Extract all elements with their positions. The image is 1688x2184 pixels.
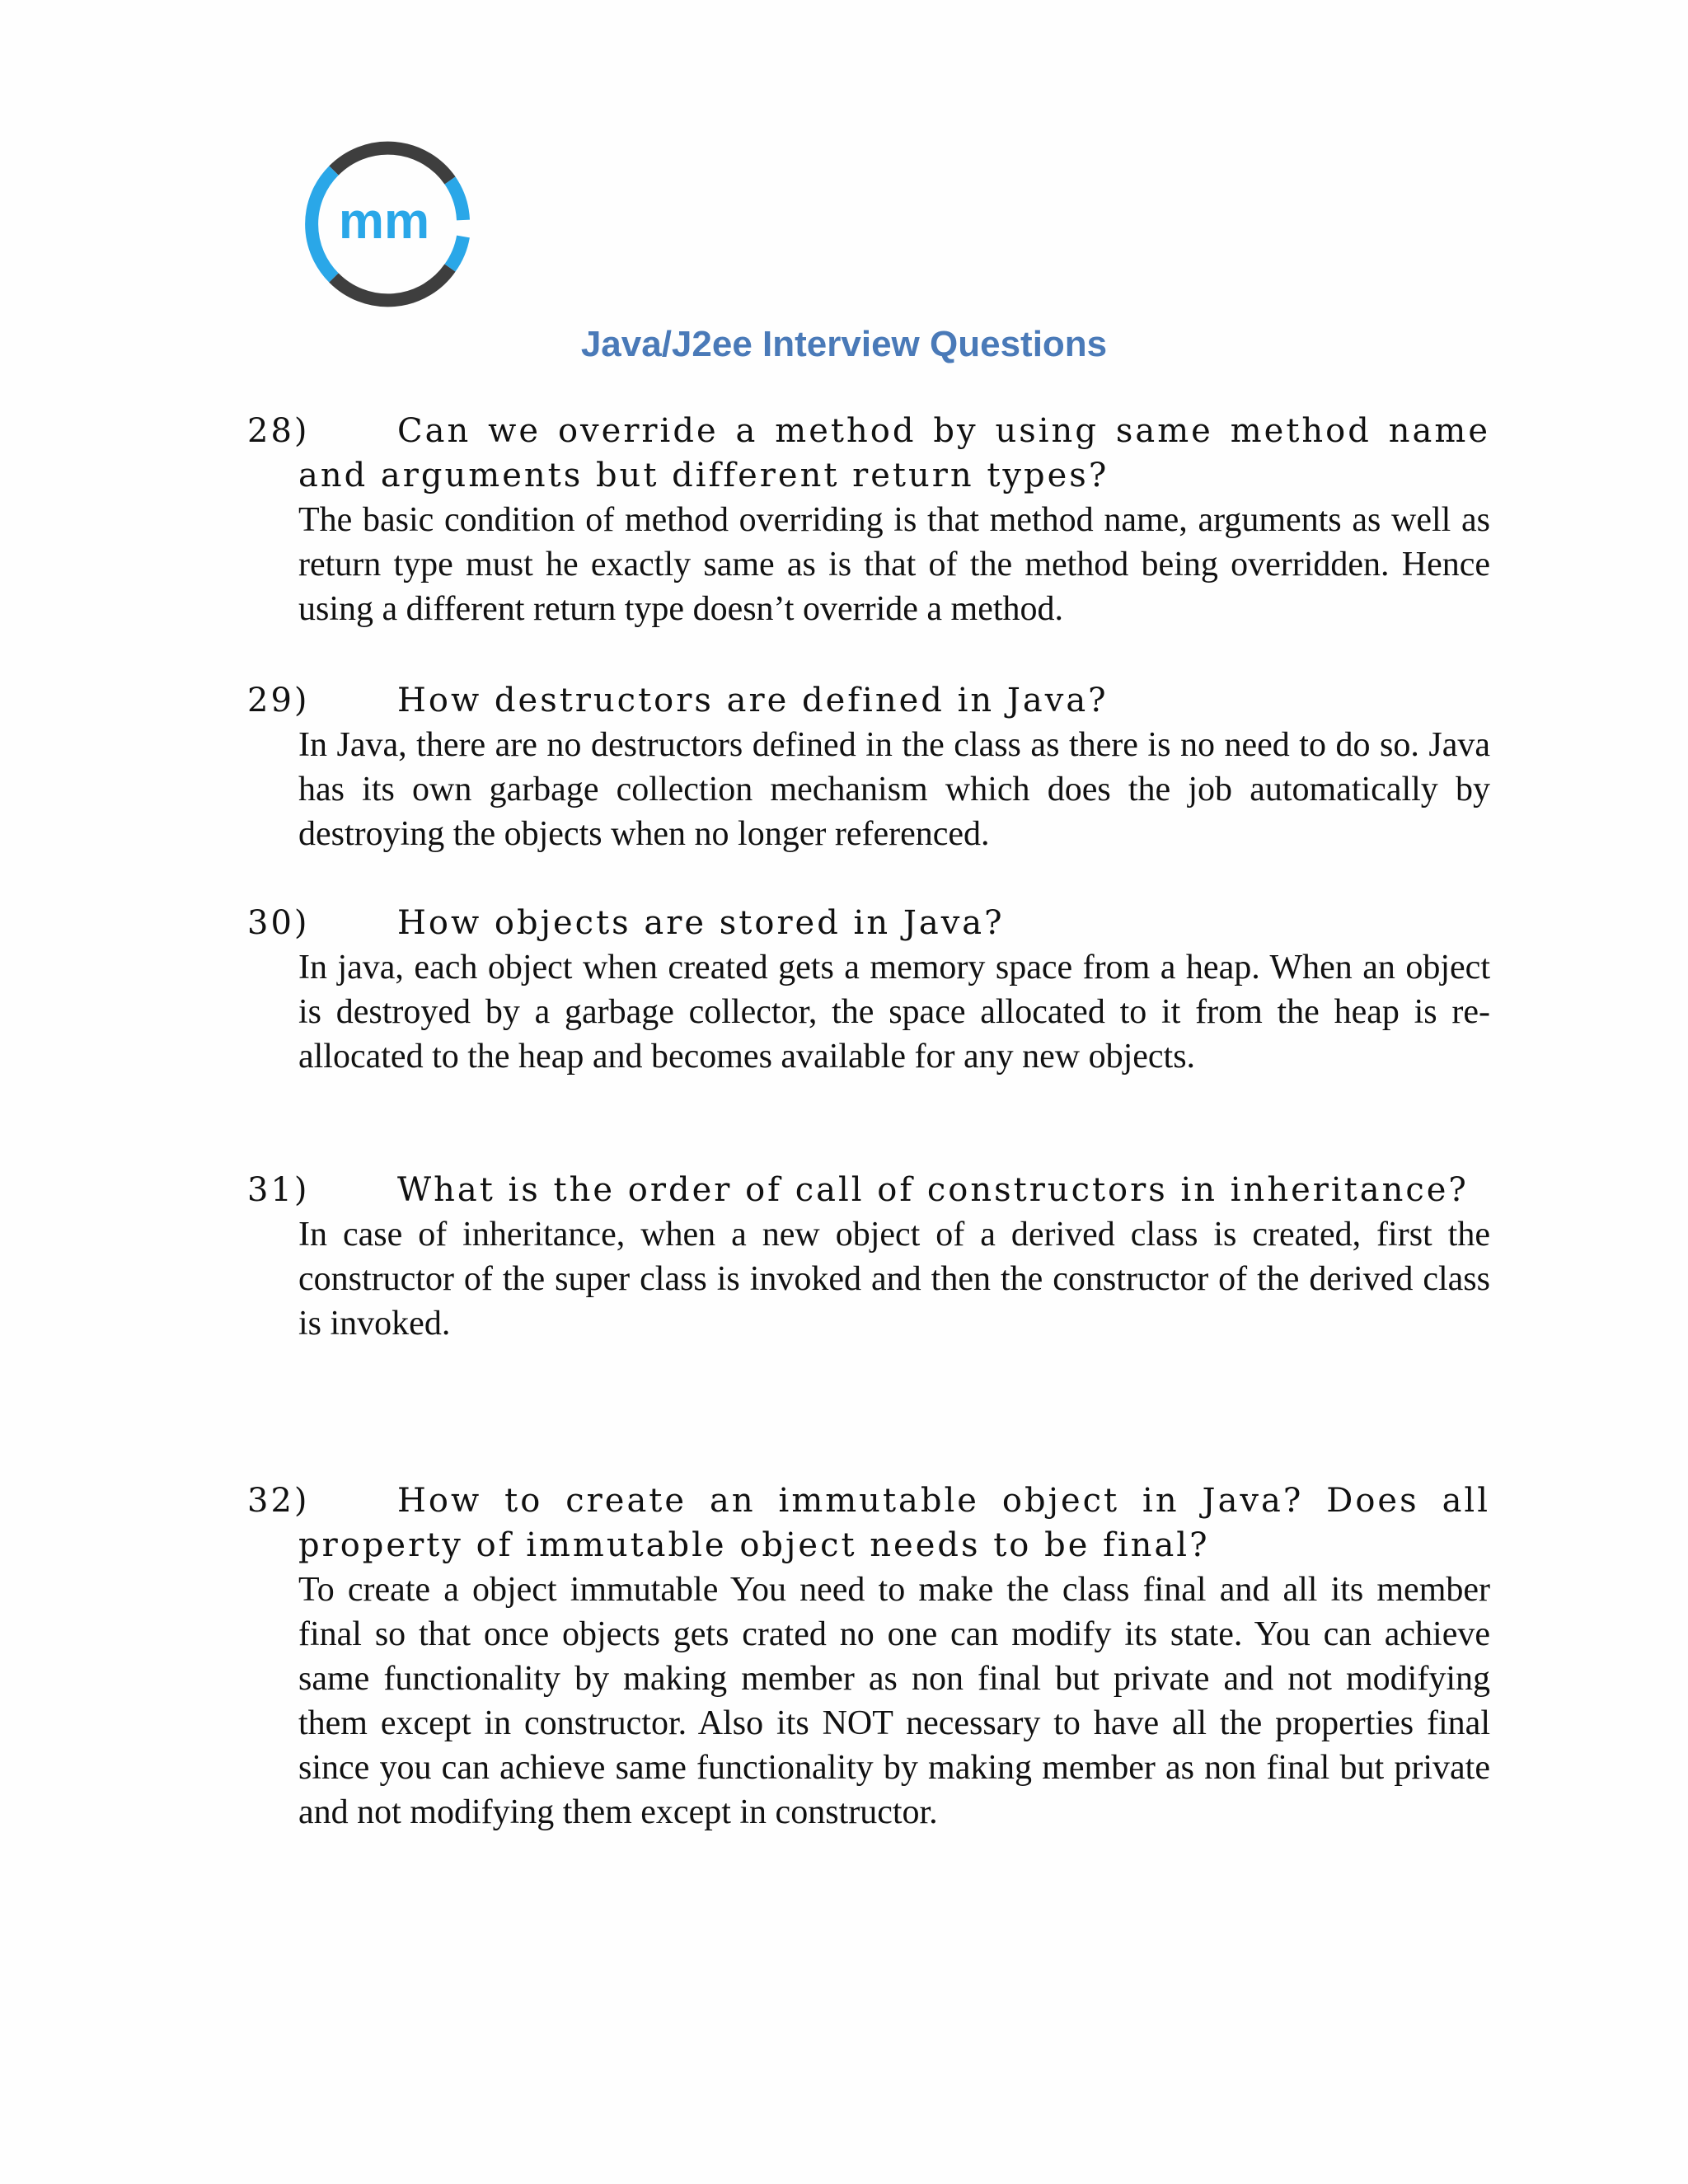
page-title: Java/J2ee Interview Questions	[580, 324, 1108, 364]
qa-item-32	[247, 1479, 1490, 1835]
logo-arc-dark-bottom	[334, 268, 450, 300]
question-28	[247, 409, 1490, 498]
logo-arc-blue-top	[450, 180, 463, 220]
question-text: What is the order of call of constructors in inheritance?	[397, 1171, 1469, 1209]
question-number: 32)	[247, 1482, 310, 1520]
question-number: 30)	[247, 904, 310, 942]
answer-31: In case of inheritance, when a new object of a derived class is created, first the constructor of the super class is invoked and then the constructor of the derived class is invoked.	[298, 1216, 1490, 1343]
qa-item-28	[247, 409, 1490, 631]
answer-32: To create a object immutable You need to make the class final and all its member final so that once objects gets crated no one can modify its state. You can achieve same functionality by making member as non final but private and not modifying them except in constructor. Also its NOT necessary to have all the properties final since you can achieve same functionality by making member as non final but private and not modifying them except in constructor.	[298, 1571, 1490, 1831]
logo-arc-blue-bottom	[450, 237, 463, 268]
answer-30: In java, each object when created gets a memory space from a heap. When an object is destroyed by a garbage collector, the space allocated to it from the heap is re-allocated to the heap and becomes available for any new objects.	[298, 949, 1490, 1076]
question-29	[247, 678, 1490, 723]
question-text: Can we override a method by using same method name and arguments but different return types?	[298, 412, 1490, 494]
qa-item-29	[247, 678, 1490, 856]
question-number: 29)	[247, 682, 310, 719]
question-text: How to create an immutable object in Java? Does all property of immutable object needs to be final?	[298, 1482, 1490, 1564]
logo-arc-blue-left	[312, 171, 334, 278]
answer-28: The basic condition of method overriding is that method name, arguments as well as return type must he exactly same as is that of the method being overridden. Hence using a different return type doesn’t override a method.	[298, 501, 1490, 628]
logo-text: mm	[338, 193, 430, 250]
question-31	[247, 1168, 1490, 1212]
qa-item-30	[247, 901, 1490, 1079]
mm-logo	[297, 134, 478, 315]
question-text: How objects are stored in Java?	[397, 904, 1005, 942]
question-number: 28)	[247, 412, 310, 450]
question-30	[247, 901, 1490, 945]
question-number: 31)	[247, 1171, 310, 1209]
logo-arc-dark-top	[334, 148, 450, 180]
question-text: How destructors are defined in Java?	[397, 682, 1109, 719]
answer-29: In Java, there are no destructors defined in the class as there is no need to do so. Java has its own garbage collection mechanism which does the job automatically by destroying the objects when no longer referenced.	[298, 726, 1490, 853]
qa-item-31	[247, 1168, 1490, 1346]
question-32	[247, 1479, 1490, 1568]
